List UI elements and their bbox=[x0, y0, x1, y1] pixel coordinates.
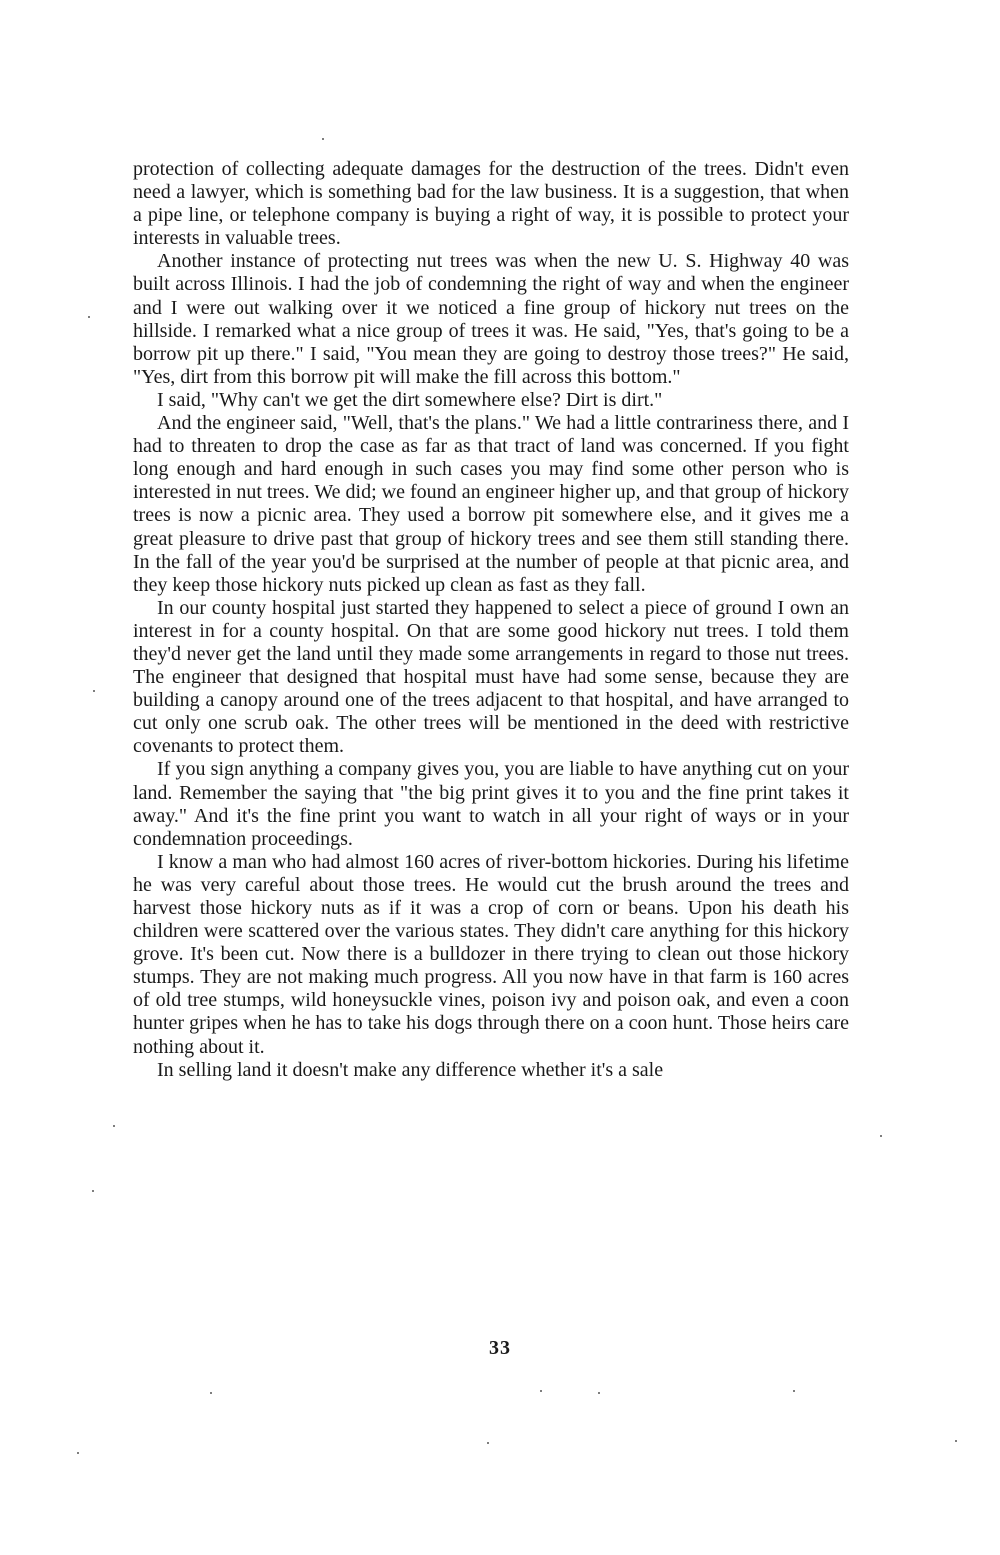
paragraph: In selling land it doesn't make any difference whether it's a sale bbox=[157, 1058, 664, 1081]
scan-speck bbox=[793, 1390, 795, 1392]
paragraph: Another instance of protecting nut trees was when the new U. S. Highway 40 was built across Illinois. I had the job of condemning the right of way and when the engineer and I were out walking over it we noticed a fine group of hickory nut trees on the hillside. I remarked what a nice group of trees it was. He said, "Yes, that's going to be a borrow pit up there." I said, "You mean they are going to destroy those trees?" He said, "Yes, dirt from this borrow pit will make the fill across this bottom." bbox=[133, 250, 849, 388]
paragraph: If you sign anything a company gives you, you are liable to have anything cut on your land. Remember the saying that "the big print gives it to you and the fine print takes it away." And it's the fine print you want to watch in all your right of ways or in your condemnation proceedings. bbox=[133, 758, 849, 850]
paragraph: In our county hospital just started they happened to select a piece of ground I own an interest in for a county hospital. On that are some good hickory nut trees. I told them they'd never get the land until they made some arrangements in regard to those nut trees. The engineer that designed that hospital must have had some sense, because they are building a canopy around one of the trees adjacent to that hospital, and have arranged to cut only one scrub oak. The other trees will be mentioned in the deed with restrictive covenants to protect them. bbox=[133, 596, 849, 758]
scan-speck bbox=[77, 1452, 79, 1454]
paragraph-continued: protection of collecting adequate damages for the destruction of the trees. Didn't even need a lawyer, which is something bad for the law business. It is a suggestion, that when a pipe line, or telephone company is buying a right of way, it is possible to protect your interests in valuable trees. bbox=[133, 158, 849, 250]
scan-speck bbox=[598, 1392, 600, 1394]
paragraph: I know a man who had almost 160 acres of river-bottom hickories. During his lifetime he was very careful about those trees. He would cut the brush around the trees and harvest those hickory nuts as if it was a crop of corn or beans. Upon his death his children were scattered over the various states. They didn't care anything for this hickory grove. It's been cut. Now there is a bulldozer in there trying to clean out those hickory stumps. They are not making much progress. All you now have in that farm is 160 acres of old tree stumps, wild honeysuckle vines, poison ivy and poison oak, and even a coon hunter gripes when he has to take his dogs through there on a coon hunt. Those heirs care nothing about it. bbox=[133, 850, 849, 1058]
scan-speck bbox=[113, 1125, 115, 1127]
scan-speck bbox=[880, 1135, 882, 1137]
paragraph: And the engineer said, "Well, that's the plans." We had a little contrariness there, and I had to threaten to drop the case as far as that tract of land was concerned. If you fight long enough and hard enough in such cases you may find some other person who is interested in nut trees. We did; we found an engineer higher up, and that group of hickory trees is now a picnic area. They used a borrow pit somewhere else, and it gives me a great pleasure to drive past that group of hickory trees and see them still standing there. In the fall of the year you'd be surprised at the number of people at that picnic area, and they keep those hickory nuts picked up clean as fast as they fall. bbox=[133, 412, 849, 596]
body-text bbox=[133, 158, 849, 1082]
scan-speck bbox=[92, 1190, 94, 1192]
scan-speck bbox=[955, 1440, 957, 1442]
scan-speck bbox=[322, 138, 324, 140]
scan-speck bbox=[210, 1392, 212, 1394]
scan-speck bbox=[88, 316, 90, 318]
page-number: 33 bbox=[489, 1337, 511, 1359]
paragraph: I said, "Why can't we get the dirt somewhere else? Dirt is dirt." bbox=[157, 388, 663, 411]
scan-speck bbox=[93, 690, 95, 692]
scan-speck bbox=[487, 1442, 489, 1444]
scan-speck bbox=[540, 1390, 542, 1392]
